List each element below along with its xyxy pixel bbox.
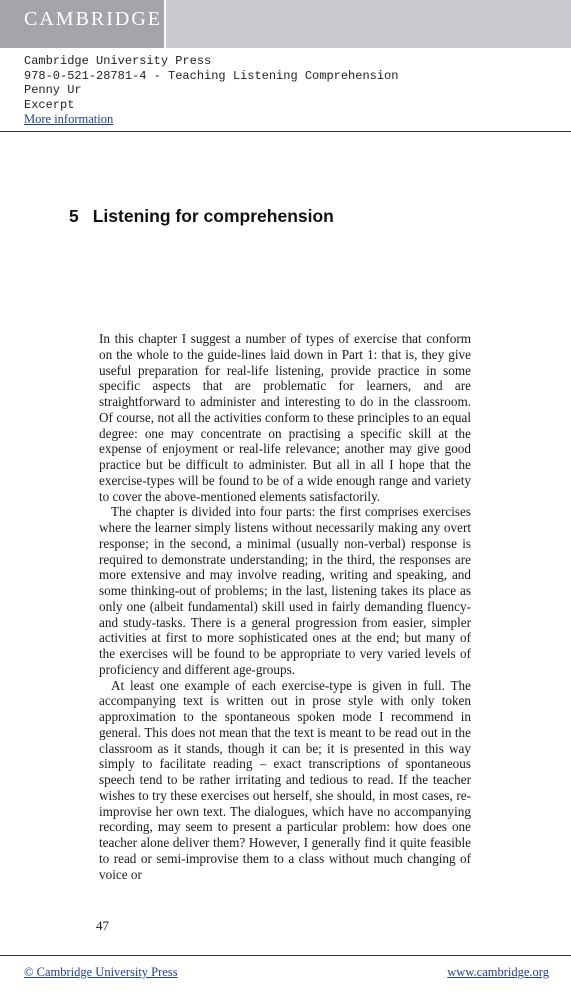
page-number: 47 bbox=[96, 918, 109, 933]
chapter-number: 5 bbox=[69, 206, 79, 226]
publisher-name: Cambridge University Press bbox=[24, 54, 212, 68]
header-banner bbox=[0, 0, 571, 48]
header-divider bbox=[0, 131, 571, 132]
chapter-heading bbox=[69, 206, 334, 227]
footer-divider bbox=[0, 955, 571, 956]
chapter-title: Listening for comprehension bbox=[92, 206, 334, 226]
body-paragraph: The chapter is divided into four parts: the first comprises exercises where the learner simply listens without necessarily making any overt response; in the second, a minimal (usually non-verbal) response is required to demonstrate understanding; in the third, the responses are more extensive and may involve reading, writing and speaking, and some thinking-out of problems; in the last, listening takes its place as only one (albeit fundamental) skill used in fairly demanding fluency- and study-tasks. There is a general progression from easier, simpler activities at first to more sophisticated ones at the end; but many of the exercises will be found to be appropriate to very varied levels of proficiency and different age-groups. bbox=[99, 504, 471, 677]
website-link[interactable]: www.cambridge.org bbox=[447, 965, 549, 979]
banner-fill-panel bbox=[166, 0, 571, 48]
chapter-body bbox=[99, 331, 471, 882]
excerpt-metadata bbox=[24, 54, 398, 128]
isbn-title: 978-0-521-28781-4 - Teaching Listening Comprehension bbox=[24, 68, 399, 83]
body-paragraph: In this chapter I suggest a number of types of exercise that conform on the whole to the guide-lines laid down in Part 1: that is, they give useful preparation for real-life listening, provide practice in some specific aspects that are problematic for learners, and are straightforward to administer and interesting to do in the classroom. Of course, not all the activities conform to these principles to an equal degree: one may concentrate on practising a specific skill at the expense of enjoyment or real-life relevance; another may give good practice but be difficult to administer. But all in all I hope that the exercise-types will be found to be of a wide enough range and variety to cover the above-mentioned elements satisfactorily. bbox=[99, 331, 471, 504]
copyright-link[interactable]: © Cambridge University Press bbox=[24, 965, 178, 979]
author-name: Penny Ur bbox=[24, 83, 82, 98]
excerpt-label: Excerpt bbox=[24, 97, 75, 112]
body-paragraph: At least one example of each exercise-type is given in full. The accompanying text is written out in prose style with only token approximation to the spontaneous spoken mode I recommend in general. This does not mean that the text is meant to be read out in the classroom as it stands, though it can be; it is presented in this way simply to facilitate reading – exact transcriptions of spontaneous speech tend to be rather irritating and tedious to read. If the teacher wishes to try these exercises out herself, she should, in most cases, re-improvise her own text. The dialogues, which have no accompanying recording, may seem to present a particular problem: how does one teacher alone deliver them? However, I generally find it quite feasible to read or semi-improvise them to a class without much changing of voice or bbox=[99, 677, 471, 882]
cambridge-logo: CAMBRIDGE bbox=[24, 8, 163, 30]
more-information-link[interactable]: More information bbox=[24, 112, 114, 127]
banner-brand-panel bbox=[0, 0, 164, 48]
